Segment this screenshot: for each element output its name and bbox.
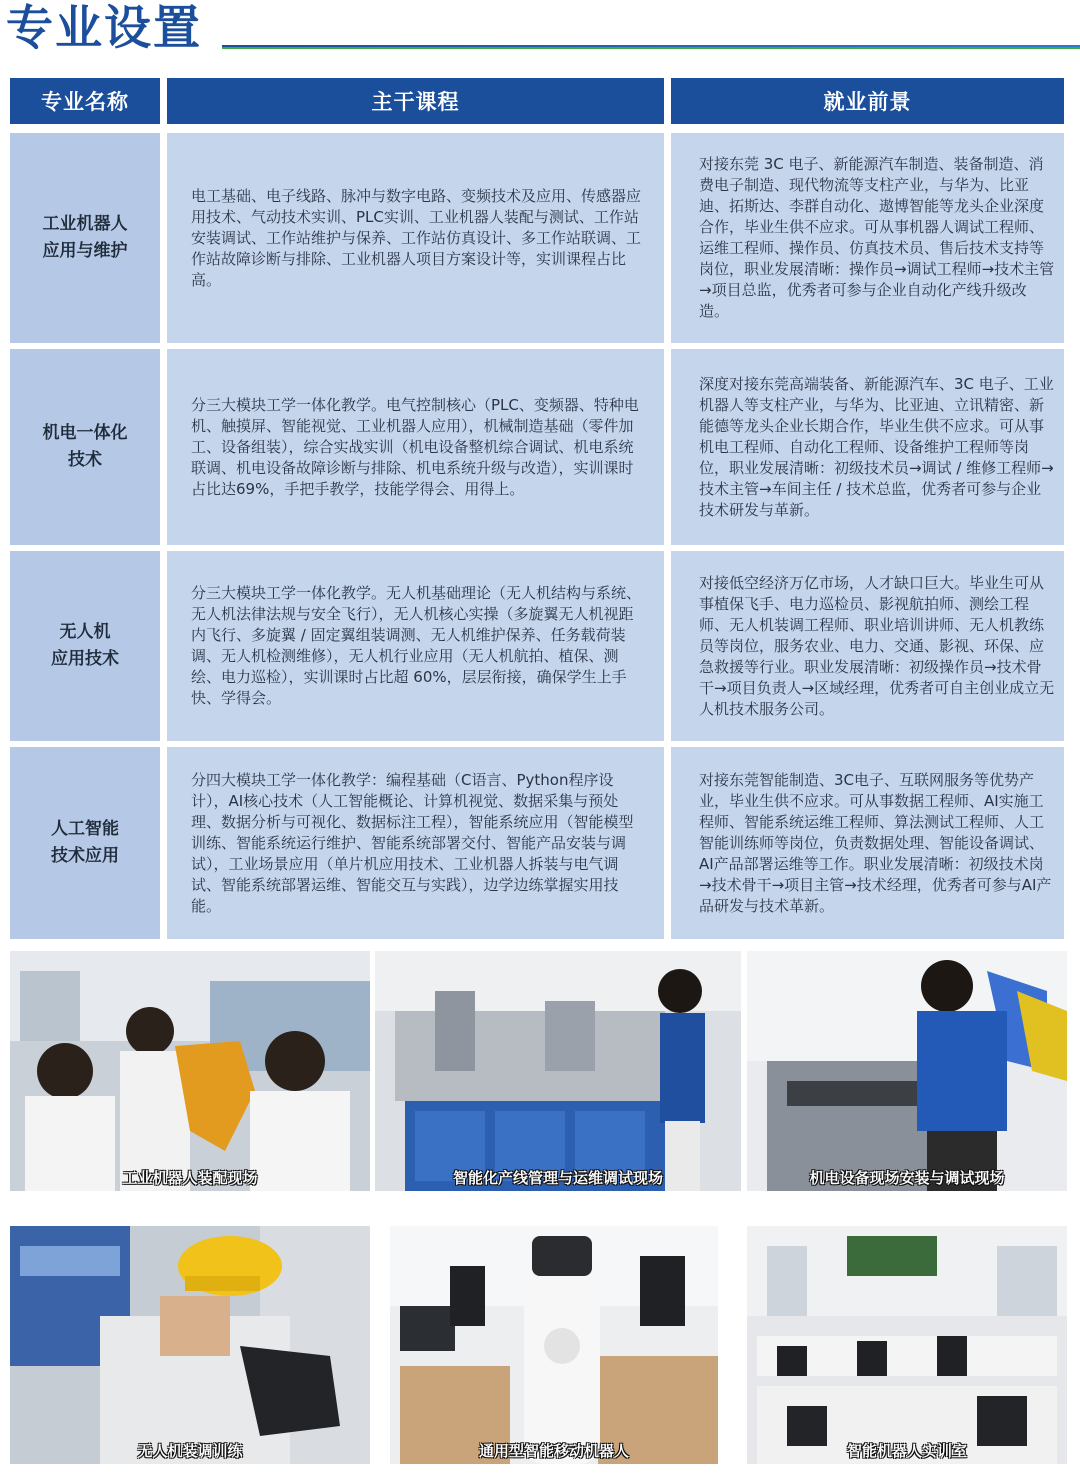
prospects-text: 对接低空经济万亿市场，人才缺口巨大。毕业生可从事植保飞手、电力巡检员、影视航拍师、测绘工程师、无人机装调工程师、职业培训讲师、无人机教练员等岗位，服务农业、电力、交通、影视、环保、应急救援等行业。职业发展清晰：初级操作员→技术骨干→项目负责人→区域经理，优秀者可自主创业成立无人机技术服务公司。 bbox=[699, 573, 1055, 718]
courses-cell bbox=[167, 551, 664, 741]
table-row bbox=[10, 133, 1066, 343]
major-name-line: 无人机 bbox=[59, 622, 111, 642]
table-row bbox=[10, 747, 1066, 939]
photo-caption: 通用型智能移动机器人 bbox=[478, 1442, 629, 1460]
courses-text: 分三大模块工学一体化教学。无人机基础理论（无人机结构与系统、无人机法律法规与安全飞行），无人机核心实操（多旋翼无人机视距内飞行、多旋翼 / 固定翼组装调测、无人机维护保养、任务载荷装调、无人机检测维修），无人机行业应用（无人机航拍、植保、测绘、电力巡检），实训课时占比超 60%，层层衔接，确保学生上手快、学得会。 bbox=[191, 584, 642, 707]
courses-text: 分三大模块工学一体化教学。电气控制核心（PLC、变频器、特种电机、触摸屏、智能视觉、工业机器人应用），机械制造基础（零件加工、设备组装），综合实战实训（机电设备整机综合调试、机电系统联调、机电设备故障诊断与排除、机电系统升级与改造），实训课时占比达69%，手把手教学，技能学得会、用得上。 bbox=[191, 395, 639, 498]
table-row bbox=[10, 551, 1066, 741]
courses-cell bbox=[167, 133, 664, 343]
courses-text: 分四大模块工学一体化教学：编程基础（C语言、Python程序设计），AI核心技术（人工智能概论、计算机视觉、数据采集与预处理、数据分析与可视化、数据标注工程），智能系统应用（智能模型训练、智能系统运行维护、智能系统部署交付、智能产品安装与调试），工业场景应用（单片机应用技术、工业机器人拆装与电气调试、智能系统部署运维、智能交互与实践），边学边练掌握实用技能。 bbox=[191, 770, 634, 915]
photo-robot-lab bbox=[747, 1226, 1067, 1464]
photo-robot-assembly bbox=[10, 951, 370, 1191]
courses-cell bbox=[167, 747, 664, 939]
photo-caption: 无人机装调训练 bbox=[137, 1442, 243, 1460]
photo-mobile-robot bbox=[390, 1226, 718, 1464]
major-name-line: 应用与维护 bbox=[42, 241, 128, 261]
photo-caption: 工业机器人装配现场 bbox=[122, 1169, 258, 1187]
prospects-cell bbox=[671, 747, 1064, 939]
major-name-cell bbox=[10, 133, 160, 343]
photo-drone-assembly bbox=[10, 1226, 370, 1464]
major-name-line: 机电一体化 bbox=[42, 423, 128, 443]
prospects-text: 对接东莞 3C 电子、新能源汽车制造、装备制造、消费电子制造、现代物流等支柱产业，与华为、比亚迪、拓斯达、李群自动化、遨博智能等龙头企业深度合作，毕业生供不应求。可从事机器人调试工程师、运维工程师、操作员、仿真技术员、售后技术支持等岗位，职业发展清晰：操作员→调试工程师→技术主管→项目总监，优秀者可参与企业自动化产线升级改造。 bbox=[699, 155, 1055, 320]
photo-caption: 机电设备现场安装与调试现场 bbox=[809, 1169, 1005, 1187]
prospects-cell bbox=[671, 551, 1064, 741]
courses-text: 电工基础、电子线路、脉冲与数字电路、变频技术及应用、传感器应用技术、气动技术实训、PLC实训、工业机器人装配与测试、工作站安装调试、工作站维护与保养、工作站仿真设计、多工作站联调、工作站故障诊断与排除、工业机器人项目方案设计等，实训课程占比高。 bbox=[191, 186, 642, 289]
prospects-cell bbox=[671, 349, 1064, 545]
header-major-name: 专业名称 bbox=[10, 78, 160, 124]
major-name-line: 工业机器人 bbox=[42, 214, 128, 234]
major-name-cell bbox=[10, 747, 160, 939]
prospects-text: 深度对接东莞高端装备、新能源汽车、3C 电子、工业机器人等支柱产业，与华为、比亚迪、立讯精密、新能德等龙头企业长期合作，毕业生供不应求。可从事机电工程师、自动化工程师、设备维护工程师等岗位，职业发展清晰：初级技术员→调试 / 维修工程师→技术主管→车间主任 / 技术总监，优秀者可参与企业技术研发与革新。 bbox=[699, 374, 1054, 519]
page-title: 专业设置 bbox=[6, 1, 202, 56]
photo-caption: 智能机器人实训室 bbox=[846, 1442, 967, 1460]
major-name-line: 应用技术 bbox=[51, 649, 119, 669]
major-name-cell bbox=[10, 349, 160, 545]
photo-caption: 智能化产线管理与运维调试现场 bbox=[452, 1169, 663, 1187]
courses-cell bbox=[167, 349, 664, 545]
table-header bbox=[10, 78, 1058, 126]
major-name-line: 技术应用 bbox=[51, 846, 119, 866]
prospects-cell bbox=[671, 133, 1064, 343]
major-name-cell bbox=[10, 551, 160, 741]
major-name-line: 人工智能 bbox=[51, 819, 119, 839]
major-name-line: 技术 bbox=[68, 450, 102, 470]
header-prospects: 就业前景 bbox=[671, 78, 1064, 124]
photo-production-line bbox=[375, 951, 741, 1191]
page-header bbox=[0, 0, 1080, 62]
title-rule-accent bbox=[222, 47, 1080, 49]
majors-table bbox=[10, 78, 1058, 915]
photo-mechatronics-install bbox=[747, 951, 1067, 1191]
table-row bbox=[10, 349, 1066, 545]
prospects-text: 对接东莞智能制造、3C电子、互联网服务等优势产业，毕业生供不应求。可从事数据工程师、AI实施工程师、智能系统运维工程师、算法测试工程师、人工智能训练师等岗位，负责数据处理、智能设备调试、AI产品部署运维等工作。职业发展清晰：初级技术岗→技术骨干→项目主管→技术经理，优秀者可参与AI产品研发与技术革新。 bbox=[699, 770, 1052, 915]
header-courses: 主干课程 bbox=[167, 78, 664, 124]
